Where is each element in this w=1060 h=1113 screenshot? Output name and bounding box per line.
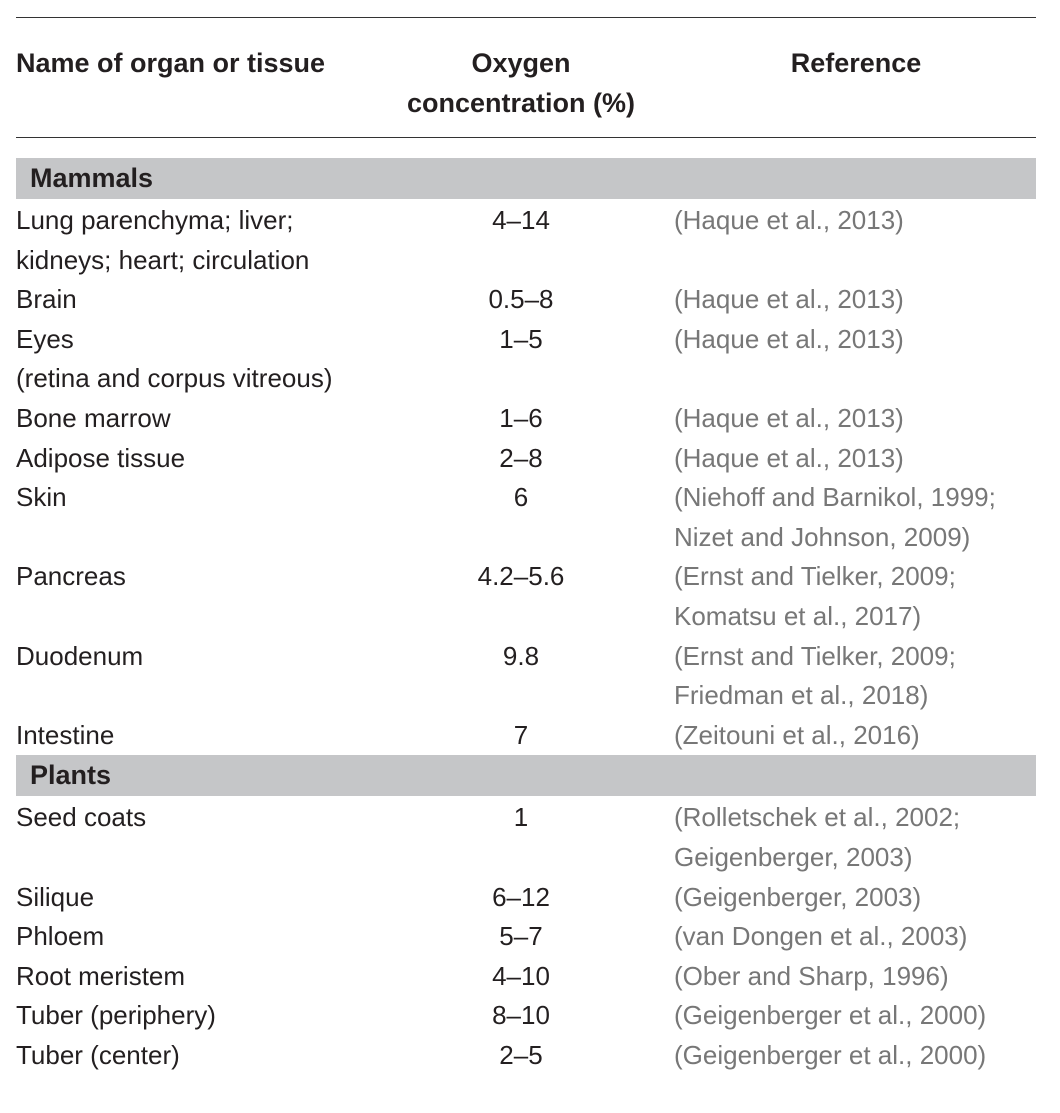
organ-name: Lung parenchyma; liver;	[16, 205, 294, 235]
organ-name: kidneys; heart; circulation	[16, 244, 310, 275]
reference-text: Nizet and Johnson, 2009)	[674, 521, 971, 552]
header-rule	[16, 137, 1036, 138]
reference-text: Geigenberger, 2003)	[674, 842, 913, 872]
reference-text: (Ernst and Tielker, 2009;	[674, 561, 956, 592]
reference-text: Friedman et al., 2018)	[674, 680, 929, 711]
organ-name: Brain	[16, 284, 77, 315]
organ-name: Adipose tissue	[16, 442, 186, 473]
oxygen-value: 4–10	[492, 960, 550, 991]
organ-name: Bone marrow	[16, 403, 171, 433]
oxygen-value: 6	[513, 482, 529, 513]
oxygen-value: 7	[513, 719, 529, 750]
reference-text: (Zeitouni et al., 2016)	[674, 719, 920, 750]
oxygen-value: 8–10	[492, 1000, 550, 1031]
reference-text: (Geigenberger, 2003)	[674, 881, 922, 912]
oxygen-value: 4.2–5.6	[477, 561, 565, 592]
oxygen-value: 1–6	[499, 403, 543, 433]
reference-text: (Ober and Sharp, 1996)	[674, 960, 949, 991]
oxygen-value: 6–12	[492, 881, 550, 912]
organ-name: Tuber (center)	[16, 1040, 180, 1070]
oxygen-value: 9.8	[502, 640, 540, 671]
reference-text: Komatsu et al., 2017)	[674, 601, 922, 631]
oxygen-value: 0.5–8	[488, 284, 554, 315]
header-name: Name of organ or tissue	[16, 48, 326, 78]
header-oxygen: Oxygen concentration (%)	[406, 48, 635, 118]
reference-text: (Haque et al., 2013)	[674, 284, 904, 315]
reference-text: (Haque et al., 2013)	[674, 442, 904, 473]
organ-name: Tuber (periphery)	[16, 1000, 216, 1031]
reference-text: (Haque et al., 2013)	[674, 323, 904, 354]
reference-text: (van Dongen et al., 2003)	[674, 921, 968, 952]
oxygen-value: 5–7	[499, 921, 543, 952]
group-title: Plants	[30, 760, 112, 791]
organ-name: Silique	[16, 881, 95, 912]
table-top-rule	[16, 17, 1036, 18]
oxygen-value: 1–5	[499, 323, 543, 354]
reference-text: (Haque et al., 2013)	[674, 403, 904, 433]
reference-text: (Geigenberger et al., 2000)	[674, 1040, 987, 1070]
group-title: Mammals	[30, 163, 154, 193]
organ-name: Eyes	[16, 323, 74, 354]
organ-name: Seed coats	[16, 802, 147, 833]
group-header-plants	[16, 755, 1036, 796]
organ-name: Duodenum	[16, 640, 144, 671]
reference-text: (Geigenberger et al., 2000)	[674, 1000, 987, 1031]
header-reference: Reference	[790, 48, 922, 78]
organ-name: Root meristem	[16, 960, 186, 991]
group-header-mammals	[16, 158, 1036, 199]
oxygen-value: 2–5	[499, 1040, 543, 1070]
reference-text: (Haque et al., 2013)	[674, 205, 904, 235]
reference-text: (Rolletschek et al., 2002;	[674, 802, 961, 833]
organ-name: Intestine	[16, 719, 115, 750]
organ-name: Skin	[16, 482, 67, 513]
oxygen-value: 4–14	[492, 205, 550, 235]
organ-name: Pancreas	[16, 561, 126, 592]
reference-text: (Niehoff and Barnikol, 1999;	[674, 482, 996, 513]
oxygen-value: 2–8	[499, 442, 543, 473]
reference-text: (Ernst and Tielker, 2009;	[674, 640, 956, 671]
organ-name: (retina and corpus vitreous)	[16, 363, 333, 394]
organ-name: Phloem	[16, 921, 105, 952]
oxygen-value: 1	[513, 802, 529, 833]
